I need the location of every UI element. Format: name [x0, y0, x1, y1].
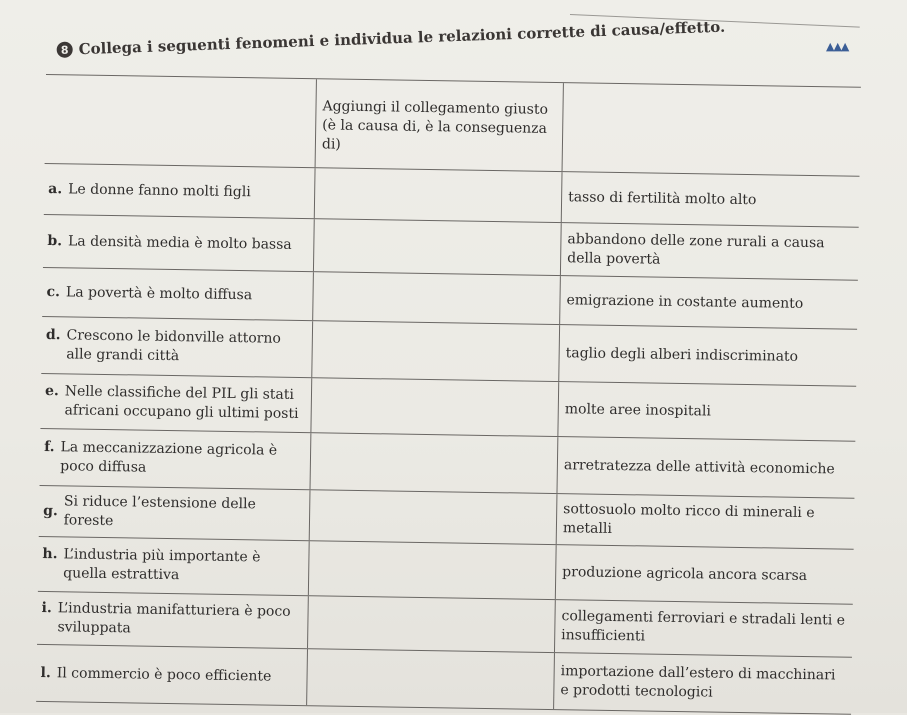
header-cell-link: Aggiungi il collegamento giusto (è la causa di, è la conseguenza di) — [315, 79, 564, 171]
link-answer-field[interactable] — [312, 272, 561, 324]
exercise-number-badge: 8 — [56, 41, 73, 58]
phenomenon-cell — [38, 537, 309, 595]
related-phenomenon: arretratezza delle attività economiche — [563, 456, 835, 477]
related-phenomenon: importazione dall’estero di macchinari e prodotti tecnologici — [560, 663, 836, 701]
cause-effect-table — [36, 74, 861, 715]
exercise-header — [56, 2, 857, 70]
header-cell-phenomena — [45, 75, 316, 167]
phenomenon-cell — [42, 268, 313, 320]
phenomenon-text: La densità media è molto bassa — [67, 232, 292, 253]
link-answer-field[interactable] — [306, 649, 555, 709]
related-phenomenon: produzione agricola ancora scarsa — [562, 563, 808, 584]
phenomenon-cell — [44, 164, 315, 218]
phenomenon-text: Si riduce l’estensione delle foreste — [63, 493, 256, 530]
related-phenomenon: emigrazione in costante aumento — [566, 291, 804, 312]
phenomenon-text: Crescono le bidonville attorno alle grandi città — [66, 327, 282, 365]
phenomenon-cell — [37, 592, 308, 648]
row-letter: d. — [45, 327, 61, 344]
phenomenon-text: Il commercio è poco efficiente — [56, 664, 272, 685]
exercise-instruction: Collega i seguenti fenomeni e individua le relazioni corrette di causa/effetto. — [78, 17, 726, 59]
link-answer-field[interactable] — [310, 378, 559, 436]
table-header-row — [45, 74, 861, 176]
phenomenon-cell — [41, 317, 312, 377]
related-phenomenon: abbandono delle zone rurali a causa della povertà — [567, 231, 825, 268]
link-answer-field[interactable] — [307, 596, 556, 652]
row-letter: f. — [44, 439, 55, 456]
phenomenon-text: La povertà è molto diffusa — [65, 283, 253, 303]
row-letter: i. — [41, 599, 52, 617]
link-answer-field[interactable] — [314, 168, 563, 222]
phenomenon-cell — [36, 645, 307, 705]
related-phenomenon: taglio degli alberi indiscriminato — [565, 344, 799, 365]
related-phenomenon: sottosuolo molto ricco di minerali e metalli — [562, 501, 815, 537]
link-answer-field[interactable] — [309, 490, 558, 544]
link-answer-field[interactable] — [313, 219, 562, 275]
phenomenon-text: Le donne fanno molti figli — [68, 180, 251, 200]
link-answer-field[interactable] — [311, 321, 560, 381]
difficulty-level-icon: ▲▲▲ — [826, 40, 849, 53]
related-phenomenon: collegamenti ferroviari e stradali lenti e insufficienti — [561, 608, 846, 645]
phenomenon-cell — [39, 486, 310, 540]
row-letter: a. — [48, 180, 63, 197]
phenomenon-text: L’industria manifatturiera è poco sviluppata — [57, 600, 291, 637]
row-letter: e. — [44, 383, 59, 400]
link-answer-field[interactable] — [308, 541, 557, 599]
phenomenon-cell — [40, 429, 311, 489]
link-answer-field[interactable] — [310, 433, 559, 493]
related-phenomenon: tasso di fertilità molto alto — [568, 188, 757, 208]
phenomenon-text: Nelle classifiche del PIL gli stati africani occupano gli ultimi posti — [64, 383, 299, 423]
row-letter: l. — [40, 664, 51, 681]
phenomenon-cell — [43, 215, 314, 271]
phenomenon-text: La meccanizzazione agricola è poco diffusa — [60, 439, 278, 476]
row-letter: c. — [46, 283, 61, 300]
header-cell-related — [563, 83, 861, 176]
related-phenomenon: molte aree inospitali — [564, 400, 711, 419]
row-letter: h. — [42, 546, 58, 563]
phenomenon-cell — [40, 374, 311, 432]
row-letter: g. — [43, 502, 58, 519]
phenomenon-text: L’industria più importante è quella estrattiva — [63, 546, 261, 584]
row-letter: b. — [47, 232, 63, 249]
